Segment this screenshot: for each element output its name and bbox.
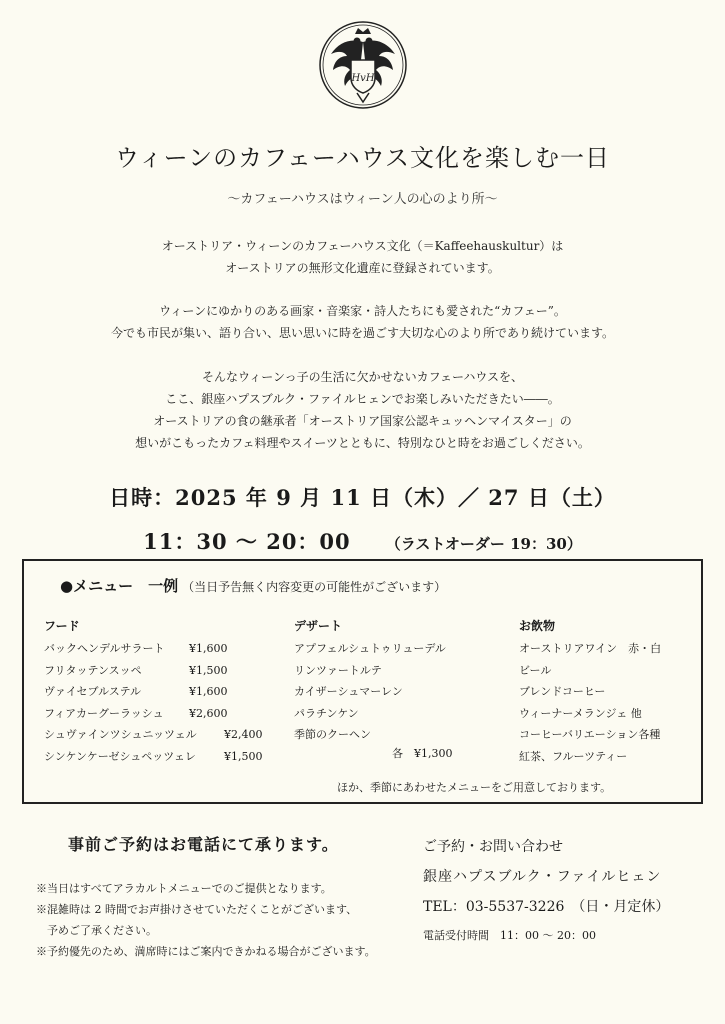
food-item-price: ¥2,400	[224, 728, 263, 741]
food-item-name: バックヘンデルサラート	[44, 642, 165, 655]
list-item	[44, 681, 294, 703]
food-item-name: ヴァイセブルステル	[44, 685, 142, 698]
list-item: オーストリアワイン 赤・白	[519, 642, 662, 655]
drinks-column-title: お飲物	[519, 619, 556, 633]
menu-box	[22, 559, 703, 804]
list-item: カイザーシュマーレン	[294, 685, 403, 698]
drinks-list	[519, 638, 699, 767]
food-item-price: ¥1,500	[189, 663, 228, 677]
note-line: ※当日はすべてアラカルトメニューでのご提供となります。	[36, 882, 332, 895]
phone-number: TEL：03-5537-3226 （日・月定休）	[423, 899, 670, 915]
food-item-name: シンケンケーゼシュペッツェレ	[44, 749, 196, 763]
list-item: ビール	[519, 663, 552, 677]
intro-paragraph-1	[0, 235, 725, 279]
food-item-name: フリタッテンスッペ	[44, 663, 142, 677]
dessert-column-title: デザート	[294, 619, 343, 633]
list-item: アプフェルシュトゥリューデル	[294, 642, 446, 655]
intro-paragraph-3	[0, 366, 725, 454]
note-line: 予めご了承ください。	[36, 924, 157, 937]
food-list	[44, 638, 294, 767]
food-item-name: フィアカーグーラッシュ	[44, 706, 164, 720]
food-item-name: シュヴァインツシュニッツェル	[44, 728, 197, 741]
list-item	[44, 703, 294, 725]
list-item: 季節のクーヘン	[294, 728, 371, 741]
list-item	[44, 660, 294, 682]
reservation-heading: 事前ご予約はお電話にて承ります。	[68, 835, 339, 854]
food-column-title: フード	[44, 619, 80, 633]
menu-note: （当日予告無く内容変更の可能性がございます）	[182, 580, 447, 594]
intro-line: オーストリアの無形文化遺産に登録されています。	[225, 261, 500, 275]
dessert-list	[294, 638, 494, 746]
list-item	[44, 638, 294, 660]
intro-line: オーストリアの食の継承者「オーストリア国家公認キュッヘンマイスター」の	[153, 414, 572, 428]
intro-line: そんなウィーンっ子の生活に欠かせないカフェーハウスを、	[201, 370, 524, 384]
list-item: パラチンケン	[294, 706, 359, 720]
menu-heading-label: ●メニュー 一例	[60, 577, 179, 595]
list-item: ブレンドコーヒー	[519, 685, 606, 698]
menu-heading	[60, 575, 446, 596]
food-item-price: ¥1,600	[189, 685, 228, 698]
intro-paragraph-2	[0, 300, 725, 344]
last-order: （ラストオーダー 19：30）	[385, 535, 582, 553]
intro-line: オーストリア・ウィーンのカフェーハウス文化（＝Kaffeehauskultur）は	[161, 239, 564, 253]
svg-text:HvH: HvH	[351, 73, 375, 84]
dessert-price: 各 ¥1,300	[392, 747, 453, 760]
phone-hours: 電話受付時間 11：00 〜 20：00	[423, 929, 596, 942]
reservation-notes	[36, 878, 416, 962]
list-item: ウィーナーメランジェ 他	[519, 706, 642, 720]
food-item-price: ¥2,600	[189, 706, 228, 720]
subtitle: 〜カフェーハウスはウィーン人の心のより所〜	[227, 192, 498, 207]
list-item: リンツァートルテ	[294, 663, 382, 677]
shop-name: 銀座ハプスブルク・ファイルヒェン	[423, 869, 662, 885]
menu-footer: ほか、季節にあわせたメニューをご用意しております。	[337, 781, 612, 794]
note-line: ※混雑時は 2 時間でお声掛けさせていただくことがございます、	[36, 903, 358, 916]
list-item	[44, 724, 294, 746]
list-item	[44, 746, 294, 768]
food-item-price: ¥1,500	[224, 749, 263, 763]
intro-line: ウィーンにゆかりのある画家・音楽家・詩人たちにも愛された“カフェー”。	[159, 304, 566, 318]
intro-line: 想いがこもったカフェ料理やスイーツとともに、特別なひと時をお過ごしください。	[135, 436, 590, 450]
crest-logo-icon	[317, 20, 409, 110]
list-item: 紅茶、フルーツティー	[519, 749, 628, 763]
page-title: ウィーンのカフェーハウス文化を楽しむ一日	[115, 144, 610, 172]
intro-line: 今でも市民が集い、語り合い、思い思いに時を過ごす大切な心のより所であり続けています。	[110, 326, 615, 340]
event-date: 日時：2025 年 9 月 11 日（木）／ 27 日（土）	[109, 485, 616, 510]
contact-heading: ご予約・お問い合わせ	[423, 839, 563, 855]
event-time-row	[0, 526, 725, 556]
food-item-price: ¥1,600	[189, 642, 228, 655]
note-line: ※予約優先のため、満席時にはご案内できかねる場合がございます。	[36, 945, 376, 958]
list-item: コーヒーバリエーション各種	[519, 728, 661, 741]
event-time: 11：30 〜 20：00	[143, 529, 351, 554]
intro-line: ここ、銀座ハプスブルク・ファイルヒェンでお楽しみいただきたい――。	[165, 392, 560, 406]
